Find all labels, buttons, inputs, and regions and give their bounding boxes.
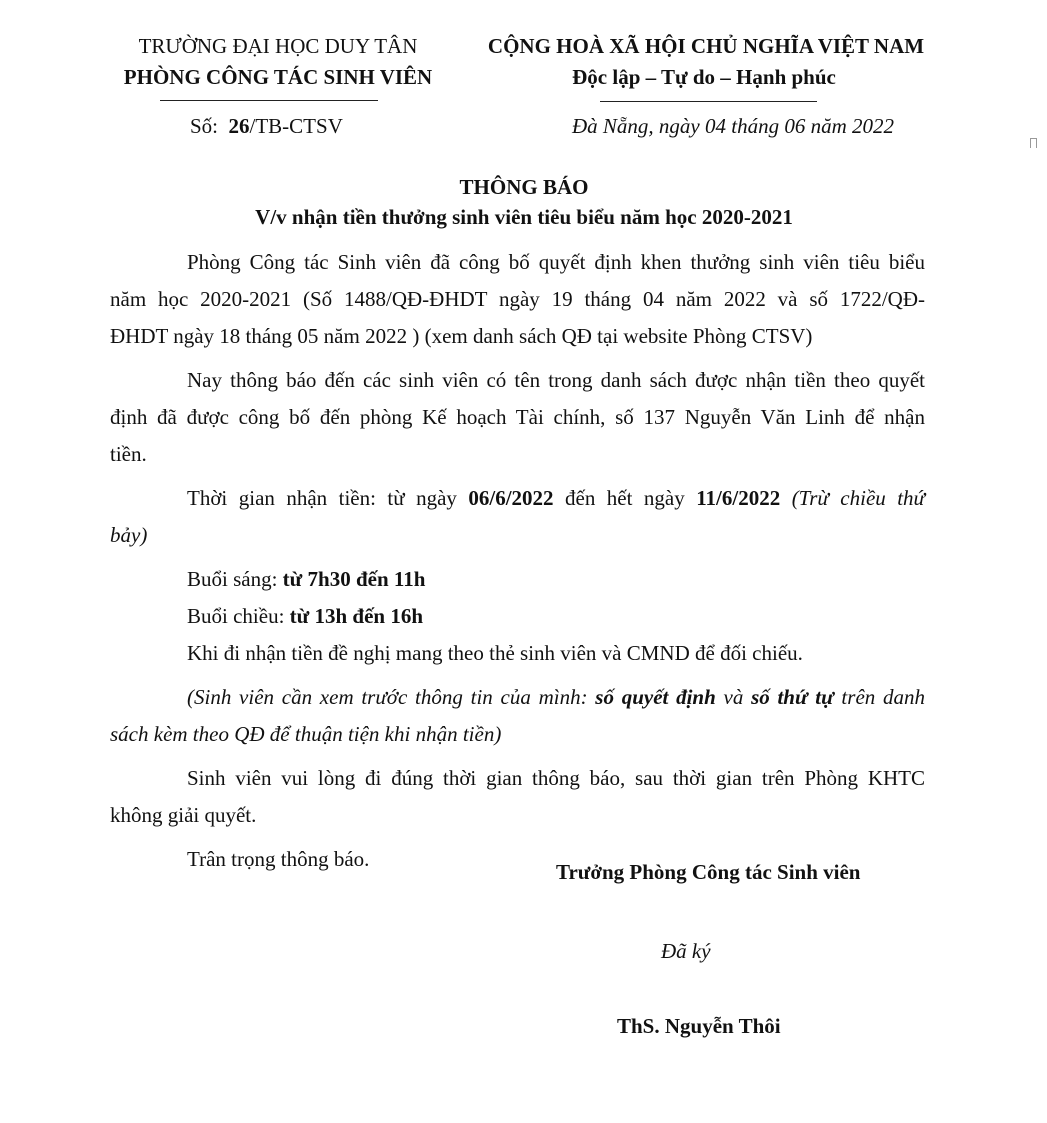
text-line	[110, 598, 925, 635]
paragraph	[110, 362, 925, 473]
text-segment: Nay thông báo đến các sinh viên có tên trong danh sách được nhận tiền theo quyết	[187, 368, 925, 392]
text-line	[110, 679, 925, 716]
text-segment: Trân trọng thông báo.	[187, 847, 370, 871]
text-segment: sách kèm theo QĐ để thuận tiện khi nhận tiền)	[110, 722, 502, 746]
text-line	[110, 760, 925, 797]
right-divider	[600, 101, 817, 102]
text-segment: số quyết định	[595, 685, 716, 709]
text-segment	[780, 486, 791, 510]
text-segment: (Sinh viên cần xem trước thông tin của mình:	[187, 685, 596, 709]
text-segment: năm học 2020-2021 (Số 1488/QĐ-ĐHDT ngày 19 tháng 04 năm 2022 và số 1722/QĐ-	[110, 287, 925, 311]
text-segment: không giải quyết.	[110, 803, 257, 827]
text-line	[110, 480, 925, 517]
paragraph	[110, 244, 925, 355]
number-suffix: /TB-CTSV	[249, 114, 343, 138]
text-segment: số thứ tự	[751, 685, 834, 709]
text-segment: Khi đi nhận tiền đề nghị mang theo thẻ sinh viên và CMND để đối chiếu.	[187, 641, 803, 665]
document-body	[110, 244, 925, 885]
text-line	[110, 436, 925, 473]
number-label: Số:	[190, 114, 219, 138]
signer-position: Trưởng Phòng Công tác Sinh viên	[556, 860, 861, 884]
text-line	[110, 244, 925, 281]
document-title: THÔNG BÁO	[459, 175, 589, 199]
signer-name: ThS. Nguyễn Thôi	[617, 1014, 781, 1038]
department-name: PHÒNG CÔNG TÁC SINH VIÊN	[123, 65, 433, 89]
text-segment: Thời gian nhận tiền: từ ngày	[187, 486, 469, 510]
text-segment: đến hết ngày	[553, 486, 697, 510]
text-segment: Phòng Công tác Sinh viên đã công bố quyết định khen thưởng sinh viên tiêu biểu	[187, 250, 925, 274]
text-segment: tiền.	[110, 442, 147, 466]
text-segment: Buổi sáng:	[187, 567, 283, 591]
text-segment: 06/6/2022	[468, 486, 554, 510]
text-segment: từ 13h đến 16h	[289, 604, 424, 628]
text-segment: trên danh	[833, 685, 925, 709]
left-divider	[160, 100, 378, 101]
text-line	[110, 517, 925, 554]
text-segment: định đã được công bố đến phòng Kế hoạch Tài chính, số 137 Nguyễn Văn Linh để nhận	[110, 405, 925, 429]
country-name: CỘNG HOÀ XÃ HỘI CHỦ NGHĨA VIỆT NAM	[487, 34, 925, 58]
signed-note: Đã ký	[661, 939, 711, 963]
bookmark-icon	[1030, 138, 1037, 148]
text-line	[110, 635, 925, 672]
text-line	[110, 318, 925, 355]
place-date: Đà Nẵng, ngày 04 tháng 06 năm 2022	[572, 114, 894, 138]
paragraph	[110, 760, 925, 834]
school-name: TRƯỜNG ĐẠI HỌC DUY TÂN	[138, 34, 418, 58]
paragraph	[110, 679, 925, 753]
paragraph	[110, 480, 925, 554]
text-line	[110, 399, 925, 436]
document-subtitle: V/v nhận tiền thưởng sinh viên tiêu biểu năm học 2020-2021	[255, 205, 793, 229]
text-segment: Sinh viên vui lòng đi đúng thời gian thông báo, sau thời gian trên Phòng KHTC	[187, 766, 925, 790]
text-segment: ĐHDT ngày 18 tháng 05 năm 2022 ) (xem danh sách QĐ tại website Phòng CTSV)	[110, 324, 813, 348]
text-segment: 11/6/2022	[696, 486, 781, 510]
document-number	[190, 114, 343, 139]
text-segment: bảy)	[110, 523, 148, 547]
text-line	[110, 281, 925, 318]
number-value: 26	[228, 114, 250, 138]
text-segment: (Trừ chiều thứ	[791, 486, 926, 510]
text-line	[110, 797, 925, 834]
text-segment: Buổi chiều:	[187, 604, 290, 628]
text-line	[110, 362, 925, 399]
text-line	[110, 716, 925, 753]
text-line	[110, 561, 925, 598]
text-segment: từ 7h30 đến 11h	[282, 567, 426, 591]
paragraph	[110, 561, 925, 672]
national-motto: Độc lập – Tự do – Hạnh phúc	[572, 65, 836, 89]
text-segment: và	[715, 685, 752, 709]
